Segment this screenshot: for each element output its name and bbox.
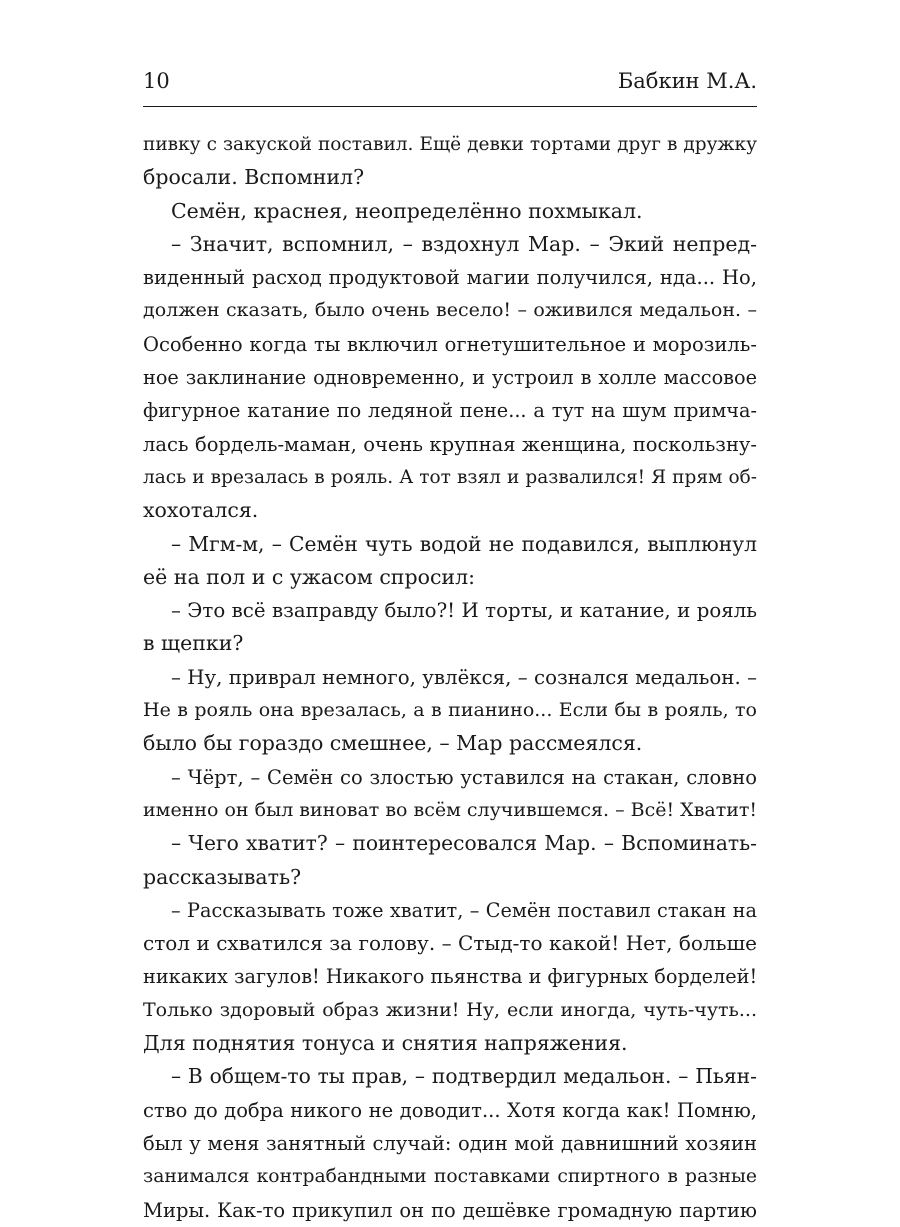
text-line: стол и схватился за голову. – Стыд-то какой! Нет, больше	[143, 931, 757, 956]
text-line: лась бордель-маман, очень крупная женщина, поскользну-	[143, 432, 757, 456]
text-line: ное заклинание одновременно, и устроил в холле массовое	[143, 366, 757, 390]
text-line: Миры. Как-то прикупил он по дешёвке громадную партию	[143, 1198, 757, 1222]
text-line: в щепки?	[143, 631, 244, 656]
text-line: Особенно когда ты включил огнетушительное и морозиль-	[143, 332, 757, 356]
text-line: – Мгм-м, – Семён чуть водой не подавился, выплюнул	[171, 531, 757, 556]
text-line: фигурное катание по ледяной пене... а тут на шум примча-	[143, 399, 757, 423]
text-line: лась и врезалась в рояль. А тот взял и развалился! Я прям об-	[143, 466, 757, 488]
page-number: 10	[143, 69, 170, 93]
text-line: никаких загулов! Никакого пьянства и фигурных борделей!	[143, 965, 757, 989]
text-line: занимался контрабандными поставками спиртного в разные	[143, 1166, 757, 1188]
text-line: – Чёрт, – Семён со злостью уставился на стакан, словно	[171, 765, 757, 789]
body-text	[143, 128, 757, 1227]
text-line: её на пол и с ужасом спросил:	[143, 564, 476, 589]
text-line: – Это всё взаправду было?! И торты, и катание, и рояль	[171, 599, 757, 623]
text-line: рассказывать?	[143, 864, 302, 889]
text-line: было бы гораздо смешнее, – Мар рассмеялся.	[143, 731, 643, 756]
text-line: именно он был виноват во всём случившемся. – Всё! Хватит!	[143, 798, 757, 821]
text-line: – Рассказывать тоже хватит, – Семён поставил стакан на	[171, 898, 757, 922]
text-line: Для поднятия тонуса и снятия напряжения.	[143, 1031, 628, 1056]
text-line: пивку с закуской поставил. Ещё девки тортами друг в дружку	[143, 134, 757, 155]
text-line: бросали. Вспомнил?	[143, 165, 365, 190]
page-header	[143, 66, 757, 96]
text-line: Только здоровый образ жизни! Ну, если иногда, чуть-чуть...	[143, 998, 757, 1021]
text-line: виденный расход продуктовой магии получился, нда... Но,	[143, 266, 757, 290]
header-divider	[143, 106, 757, 107]
text-line: – В общем-то ты прав, – подтвердил медальон. – Пьян-	[171, 1064, 757, 1089]
text-line: – Чего хватит? – поинтересовался Мар. – Вспоминать-	[171, 831, 757, 856]
text-line: хохотался.	[143, 498, 259, 523]
text-line: – Ну, приврал немного, увлёкся, – сознался медальон. –	[171, 665, 757, 689]
running-title: Бабкин М.А.	[617, 69, 757, 93]
text-line: был у меня занятный случай: один мой давнишний хозяин	[143, 1131, 757, 1155]
text-line: – Значит, вспомнил, – вздохнул Мар. – Экий непред-	[171, 231, 757, 256]
text-line: Не в рояль она врезалась, а в пианино... Если бы в рояль, то	[143, 699, 757, 722]
text-line: ство до добра никого не доводит... Хотя когда как! Помню,	[143, 1098, 757, 1122]
text-line: должен сказать, было очень весело! – оживился медальон. –	[143, 299, 757, 322]
text-line: Семён, краснея, неопределённо похмыкал.	[171, 198, 643, 223]
